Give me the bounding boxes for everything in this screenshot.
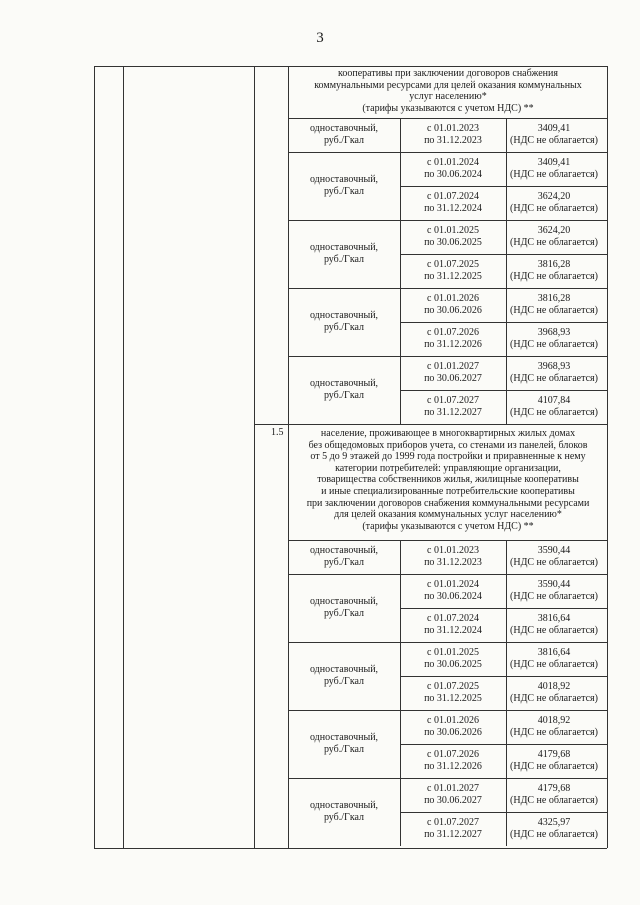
- price-cell: [506, 715, 602, 739]
- period-cell-line: по 30.06.2024: [424, 169, 482, 180]
- row-separator: [400, 812, 607, 813]
- group-separator: [288, 288, 607, 289]
- period-cell-line: по 30.06.2026: [424, 727, 482, 738]
- group-separator: [288, 118, 607, 119]
- period-cell-line: с 01.01.2024: [427, 157, 479, 168]
- tariff-type-cell-line: одноставочный,: [309, 545, 379, 556]
- price-cell-line: (НДС не облагается): [510, 829, 598, 840]
- price-cell-line: (НДС не облагается): [510, 659, 598, 670]
- price-cell: [506, 681, 602, 705]
- tariff-type-cell-line: руб./Гкал: [323, 676, 365, 687]
- price-cell: [506, 259, 602, 283]
- title-line: кооперативы при заключении договоров снабжения: [338, 68, 558, 79]
- tariff-type-cell-line: руб./Гкал: [323, 186, 365, 197]
- period-cell: [400, 749, 506, 773]
- row-separator: [400, 608, 607, 609]
- price-cell-line: 3816,28: [537, 293, 571, 304]
- price-cell: [506, 783, 602, 807]
- page-number: 3: [316, 30, 324, 46]
- period-cell: [400, 579, 506, 603]
- price-cell-line: 3590,44: [537, 579, 571, 590]
- period-cell: [400, 191, 506, 215]
- price-cell: [506, 579, 602, 603]
- tariff-type-cell-line: одноставочный,: [309, 800, 379, 811]
- period-cell-line: по 31.12.2026: [424, 761, 482, 772]
- period-cell-line: по 30.06.2024: [424, 591, 482, 602]
- period-cell-line: по 31.12.2025: [424, 271, 482, 282]
- period-cell: [400, 225, 506, 249]
- tariff-type-cell-line: одноставочный,: [309, 378, 379, 389]
- group-separator: [288, 152, 607, 153]
- period-cell-line: по 30.06.2027: [424, 373, 482, 384]
- price-cell-line: (НДС не облагается): [510, 373, 598, 384]
- price-cell-line: (НДС не облагается): [510, 693, 598, 704]
- period-cell-line: по 31.12.2024: [424, 203, 482, 214]
- price-cell-line: 3968,93: [537, 327, 571, 338]
- period-cell-line: с 01.07.2026: [427, 749, 479, 760]
- period-cell-line: по 31.12.2024: [424, 625, 482, 636]
- period-cell-line: по 31.12.2025: [424, 693, 482, 704]
- period-cell-line: с 01.01.2027: [427, 783, 479, 794]
- tariff-type-cell: [288, 732, 400, 756]
- price-cell-line: 3624,20: [537, 191, 571, 202]
- price-cell: [506, 225, 602, 249]
- price-cell-line: 4107,84: [537, 395, 571, 406]
- price-cell: [506, 123, 602, 147]
- tariff-type-cell-line: руб./Гкал: [323, 812, 365, 823]
- group-separator: [288, 642, 607, 643]
- row-separator: [400, 390, 607, 391]
- table-border-left: [94, 66, 95, 848]
- group-separator: [288, 574, 607, 575]
- tariff-type-cell-line: одноставочный,: [309, 310, 379, 321]
- group-separator: [288, 220, 607, 221]
- group-separator: [288, 540, 607, 541]
- period-cell: [400, 715, 506, 739]
- price-cell-line: (НДС не облагается): [510, 407, 598, 418]
- period-cell-line: с 01.01.2026: [427, 715, 479, 726]
- title-line: (тарифы указываются с учетом НДС) **: [362, 102, 534, 114]
- row-separator: [400, 186, 607, 187]
- price-cell-line: 4325,97: [537, 817, 571, 828]
- row-separator: [400, 254, 607, 255]
- tariff-type-cell-line: одноставочный,: [309, 174, 379, 185]
- price-cell: [506, 157, 602, 181]
- section-title: [288, 68, 608, 114]
- tariff-type-cell: [288, 174, 400, 198]
- price-cell-line: (НДС не облагается): [510, 237, 598, 248]
- price-cell-line: (НДС не облагается): [510, 203, 598, 214]
- price-cell-line: (НДС не облагается): [510, 339, 598, 350]
- price-cell-line: 3816,64: [537, 647, 571, 658]
- title-line: население, проживающее в многоквартирных жилых домах: [320, 428, 576, 439]
- period-cell-line: по 31.12.2026: [424, 339, 482, 350]
- tariff-type-cell: [288, 123, 400, 147]
- row-separator: [400, 322, 607, 323]
- price-cell-line: 3409,41: [537, 123, 571, 134]
- period-cell-line: с 01.01.2027: [427, 361, 479, 372]
- title-line: от 5 до 9 этажей до 1999 года постройки и приравненные к нему: [310, 451, 586, 463]
- title-line: товарищества собственников жилья, жилищные кооперативы: [317, 474, 579, 486]
- price-cell-line: 4179,68: [537, 749, 571, 760]
- section-number: 1.5: [271, 427, 284, 438]
- period-cell-line: по 30.06.2027: [424, 795, 482, 806]
- tariff-type-cell: [288, 378, 400, 402]
- price-cell-line: (НДС не облагается): [510, 795, 598, 806]
- price-cell: [506, 545, 602, 569]
- period-cell: [400, 613, 506, 637]
- period-cell-line: с 01.01.2023: [427, 545, 479, 556]
- tariff-type-cell-line: одноставочный,: [309, 664, 379, 675]
- title-line: при заключении договоров снабжения коммунальными ресурсами: [306, 497, 590, 509]
- title-line: для целей оказания коммунальных услуг населению*: [334, 509, 562, 521]
- table-border-top: [94, 66, 607, 67]
- price-cell-line: (НДС не облагается): [510, 169, 598, 180]
- period-cell-line: с 01.01.2023: [427, 123, 479, 134]
- price-cell: [506, 817, 602, 841]
- price-cell-line: 4018,92: [537, 681, 571, 692]
- tariff-type-cell-line: руб./Гкал: [323, 322, 365, 333]
- price-cell-line: (НДС не облагается): [510, 271, 598, 282]
- group-separator: [288, 710, 607, 711]
- price-cell-line: 3816,28: [537, 259, 571, 270]
- period-cell-line: с 01.07.2024: [427, 613, 479, 624]
- price-cell-line: 3968,93: [537, 361, 571, 372]
- price-cell: [506, 613, 602, 637]
- period-cell: [400, 681, 506, 705]
- price-cell: [506, 395, 602, 419]
- period-cell: [400, 783, 506, 807]
- price-cell: [506, 327, 602, 351]
- period-cell: [400, 817, 506, 841]
- period-cell-line: по 30.06.2025: [424, 659, 482, 670]
- price-cell-line: (НДС не облагается): [510, 557, 598, 568]
- tariff-type-cell: [288, 310, 400, 334]
- period-cell-line: по 31.12.2023: [424, 135, 482, 146]
- price-cell-line: 3590,44: [537, 545, 571, 556]
- price-cell-line: 3816,64: [537, 613, 571, 624]
- price-cell: [506, 293, 602, 317]
- period-cell: [400, 647, 506, 671]
- period-cell: [400, 327, 506, 351]
- tariff-type-cell-line: руб./Гкал: [323, 254, 365, 265]
- tariff-type-cell-line: одноставочный,: [309, 732, 379, 743]
- title-line: категории потребителей: управляющие организации,: [335, 462, 561, 474]
- tariff-type-cell: [288, 242, 400, 266]
- tariff-type-cell-line: одноставочный,: [309, 242, 379, 253]
- period-cell-line: с 01.01.2025: [427, 647, 479, 658]
- price-cell: [506, 647, 602, 671]
- tariff-type-cell-line: руб./Гкал: [323, 608, 365, 619]
- period-cell: [400, 157, 506, 181]
- title-line: и иные специализированные потребительские кооперативы: [321, 485, 575, 497]
- period-cell-line: по 30.06.2026: [424, 305, 482, 316]
- period-cell: [400, 293, 506, 317]
- period-cell-line: с 01.07.2027: [427, 817, 479, 828]
- title-line: (тарифы указываются с учетом НДС) **: [362, 520, 534, 532]
- tariff-type-cell: [288, 545, 400, 569]
- period-cell: [400, 259, 506, 283]
- tariff-type-cell-line: руб./Гкал: [323, 390, 365, 401]
- table-border-bottom: [94, 848, 607, 849]
- tariff-type-cell: [288, 800, 400, 824]
- price-cell-line: 3624,20: [537, 225, 571, 236]
- tariff-type-cell-line: одноставочный,: [309, 596, 379, 607]
- tariff-type-cell-line: руб./Гкал: [323, 557, 365, 568]
- period-cell-line: по 31.12.2027: [424, 829, 482, 840]
- period-cell-line: с 01.07.2024: [427, 191, 479, 202]
- row-separator: [400, 744, 607, 745]
- price-cell-line: 4018,92: [537, 715, 571, 726]
- price-cell-line: (НДС не облагается): [510, 591, 598, 602]
- period-cell-line: с 01.07.2026: [427, 327, 479, 338]
- title-line: коммунальными ресурсами для целей оказания коммунальных: [314, 79, 582, 91]
- price-cell-line: (НДС не облагается): [510, 625, 598, 636]
- tariff-type-cell-line: руб./Гкал: [323, 135, 365, 146]
- tariff-type-cell: [288, 596, 400, 620]
- price-cell-line: (НДС не облагается): [510, 727, 598, 738]
- period-cell-line: по 31.12.2027: [424, 407, 482, 418]
- table-column-divider: [254, 66, 255, 848]
- price-cell-line: (НДС не облагается): [510, 135, 598, 146]
- table-column-divider: [123, 66, 124, 848]
- period-cell-line: с 01.01.2025: [427, 225, 479, 236]
- period-cell-line: с 01.07.2025: [427, 681, 479, 692]
- period-cell-line: с 01.07.2025: [427, 259, 479, 270]
- period-cell: [400, 123, 506, 147]
- price-cell: [506, 191, 602, 215]
- title-line: услуг населению*: [409, 91, 487, 103]
- period-cell-line: с 01.01.2026: [427, 293, 479, 304]
- group-separator: [288, 356, 607, 357]
- price-cell-line: 4179,68: [537, 783, 571, 794]
- section-title: [288, 428, 608, 532]
- title-line: без общедомовых приборов учета, со стенами из панелей, блоков: [308, 439, 588, 451]
- group-separator: [288, 778, 607, 779]
- price-cell-line: (НДС не облагается): [510, 761, 598, 772]
- tariff-type-cell-line: руб./Гкал: [323, 744, 365, 755]
- price-cell: [506, 361, 602, 385]
- period-cell: [400, 361, 506, 385]
- period-cell-line: по 31.12.2023: [424, 557, 482, 568]
- price-cell-line: 3409,41: [537, 157, 571, 168]
- row-separator: [400, 676, 607, 677]
- period-cell-line: с 01.07.2027: [427, 395, 479, 406]
- tariff-type-cell-line: одноставочный,: [309, 123, 379, 134]
- period-cell-line: с 01.01.2024: [427, 579, 479, 590]
- period-cell: [400, 545, 506, 569]
- period-cell: [400, 395, 506, 419]
- section-separator: [254, 424, 607, 425]
- price-cell-line: (НДС не облагается): [510, 305, 598, 316]
- period-cell-line: по 30.06.2025: [424, 237, 482, 248]
- price-cell: [506, 749, 602, 773]
- tariff-type-cell: [288, 664, 400, 688]
